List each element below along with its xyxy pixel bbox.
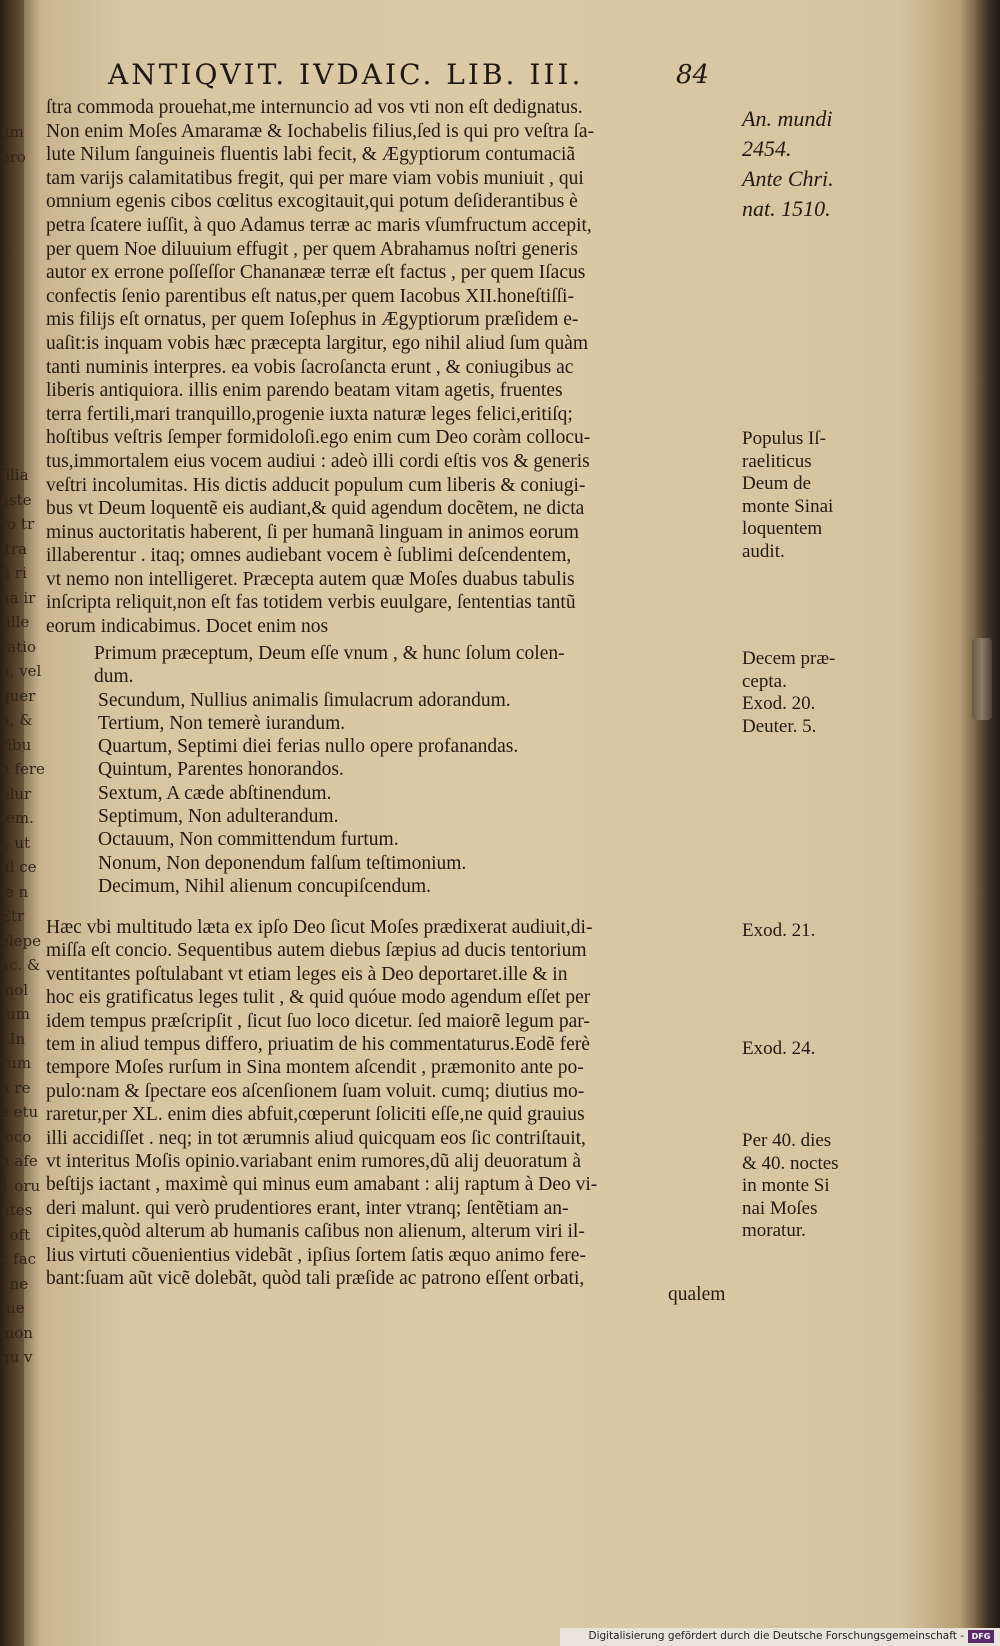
left-fragment-line: n afe	[0, 1152, 38, 1170]
text-line: hoſtibus veſtris ſemper formidoloſi.ego enim cum Deo coràm collocu-	[46, 427, 591, 449]
left-fragment-line	[0, 243, 26, 268]
margin-note-line: raeliticus	[742, 450, 812, 472]
margin-date-line: 2454.	[742, 136, 792, 161]
left-fragment-line	[0, 365, 26, 390]
text-line: illaberentur . itaq; omnes audiebant vocem è ſublimi deſcendentem,	[46, 545, 572, 567]
precept-line: Nonum, Non deponendum falſum teſtimonium.	[98, 852, 467, 874]
text-line: inſcripta reliquit,non eſt fas totidem verbis euulgare, ſententias tantũ	[46, 592, 576, 614]
catchword: qualem	[668, 1284, 726, 1305]
left-fragment-line: , ne	[0, 1274, 29, 1293]
left-fragment-line: pro	[0, 147, 26, 166]
text-line: beſtijs iactant , maximè qui minus eum amabant : alij raptum à Deo vi-	[46, 1174, 598, 1196]
margin-note-line: Deuter. 5.	[742, 715, 817, 737]
text-line: ventitantes poſtulabant vt etiam leges eis à Deo deportaret.ille & in	[46, 963, 568, 985]
margin-note-per40	[742, 1130, 872, 1243]
left-fragment-line: plur	[0, 784, 32, 803]
text-line: illi accidiſſet . neq; in tot ærumnis aliud quicquam eos ſic contriſtauit,	[46, 1127, 586, 1149]
margin-note-populus	[742, 428, 872, 563]
left-fragment-line: mon	[0, 1323, 33, 1342]
precept-line: Octauum, Non committendum furtum.	[98, 829, 399, 851]
left-fragment-line: rum	[0, 1054, 32, 1072]
text-line: petra ſcatere iuſſit, à quo Adamus terræ ac maris vſumfructum accepit,	[46, 214, 592, 236]
margin-note-line: cepta.	[742, 670, 787, 692]
left-fragment-line	[0, 267, 26, 292]
margin-note-line: Exod. 20.	[742, 693, 816, 714]
margin-note-line: loquentem	[742, 518, 823, 539]
text-line: autor ex errone poſſeſſor Chananææ terræ eſt factus , per quem Iſacus	[46, 262, 586, 284]
left-fragment-line: e etu	[0, 1103, 39, 1121]
precept-line: Quintum, Parentes honorandos.	[98, 759, 344, 781]
margin-note-line: moratur.	[742, 1220, 806, 1241]
text-line: bus vt Deum loquentẽ eis audiant,& quid agendum docẽtem, ne dicta	[46, 498, 585, 520]
text-line: per quem Noe diluuium effugit , per quem Abrahamus noſtri generis	[46, 238, 578, 260]
text-line: raretur,per XL. enim dies abfuit,cœperunt ſoliciti eſſe,ne quid grauius	[46, 1104, 585, 1126]
left-fragment-line: gu v	[0, 1348, 33, 1366]
digitization-credit: Digitalisierung gefördert durch die Deutsche Forschungsgemeinschaft -	[588, 1630, 964, 1642]
margin-note-line: Populus Iſ-	[742, 428, 826, 449]
bookmark-tab	[972, 638, 992, 720]
left-fragment-line	[0, 218, 26, 243]
left-fragment-line: n, vel	[0, 662, 42, 680]
left-fragment-line: n fere	[0, 760, 45, 778]
precept-line: Sextum, A cæde abſtinendum.	[98, 782, 332, 804]
left-fragment-line: tue	[0, 1299, 25, 1317]
margin-note-line: Per 40. dies	[742, 1130, 832, 1151]
left-page-text-fragments	[0, 120, 45, 1370]
margin-date-note	[742, 104, 872, 224]
left-fragment-line: ro tr	[0, 515, 35, 533]
text-line: vt interitus Moſis opinio.variabant enim rumores,dũ alij deuoratum à	[46, 1151, 582, 1173]
left-fragment-line: ratio	[0, 637, 36, 656]
left-fragment-line: , oft	[0, 1225, 31, 1244]
text-line: lute Nilum ſanguineis fluentis labi fecit, & Ægyptiorum contumaciã	[46, 144, 576, 166]
left-fragment-line	[0, 292, 26, 317]
text-line: deri malunt. qui verò prudentiores erant, inter vtranq; ſentẽtiam an-	[46, 1197, 569, 1219]
text-line: pulo:nam & ſpectare eos aſcenſionem ſuam voluit. cumq; diutius mo-	[46, 1080, 585, 1102]
left-fragment-line: 1 oru	[0, 1176, 41, 1195]
left-fragment-line	[0, 414, 26, 439]
left-fragment-line: loco	[0, 1127, 32, 1146]
margin-note-line: & 40. noctes	[742, 1152, 839, 1174]
left-fragment-line	[0, 390, 26, 415]
left-fragment-line: ribu	[0, 735, 32, 754]
page-number: 84	[676, 60, 710, 90]
right-page-edge	[972, 0, 1000, 1646]
left-fragment-line	[0, 341, 26, 366]
margin-note-line: in monte Si	[742, 1175, 830, 1196]
text-line: cipites,quòd alterum ab humanis caſibus non alienum, alterum viri il-	[46, 1221, 585, 1243]
left-fragment-line: mol	[0, 980, 29, 999]
text-line: omnium egenis cibos cœlitus excogitauit,qui potum deſiderantibus è	[46, 191, 578, 213]
text-line: lius virtuti cõuenientius videbãt , ipſius ſortem ſatis æquo animo fere-	[46, 1244, 586, 1266]
margin-note-line: audit.	[742, 540, 785, 562]
left-fragment-line: filia	[0, 466, 29, 484]
left-fragment-line: n, &	[0, 711, 33, 729]
precept-line: dum.	[94, 666, 134, 688]
left-fragment-line: ac. &	[0, 956, 41, 974]
text-line: tem in aliud tempus differo, priuatim de his commentaturus.Eodẽ ferè	[46, 1034, 590, 1056]
text-line: vt nemo non intelligeret. Præcepta autem quæ Moſes duabus tabulis	[46, 568, 575, 590]
text-line: ſtra commoda prouehat,me internuncio ad vos vti non eſt dedignatus.	[46, 97, 583, 118]
dfg-logo: DFG	[968, 1630, 994, 1643]
left-fragment-line: tum	[0, 1005, 30, 1023]
text-line: Hæc vbi multitudo læta ex ipſo Deo ſicut Moſes prædixerat audiuit,di-	[46, 917, 593, 938]
margin-date-line: An. mundi	[742, 106, 833, 131]
precept-line: Primum præceptum, Deum eſſe vnum , & hunc ſolum colen-	[94, 643, 565, 664]
left-fragment-line: fi ri	[0, 564, 27, 582]
text-line: liberis antiquiora. illis enim parendo beatam vitam agetis, fruentes	[46, 380, 563, 402]
left-fragment-line	[0, 194, 26, 219]
text-line: eorum indicabimus. Docet enim nos	[46, 616, 329, 638]
left-fragment-line: ul ce	[0, 858, 37, 876]
left-fragment-line: um	[0, 123, 24, 141]
left-fragment-line: elepe	[0, 931, 42, 950]
margin-note-line: nai Moſes	[742, 1197, 818, 1219]
precept-line: Secundum, Nullius animalis ſimulacrum adorandum.	[98, 689, 511, 711]
text-line: tempore Moſes rurſum in Sina montem aſcendit , præmonito ante po-	[46, 1057, 584, 1079]
text-line: minus auctoritatis haberent, ſi per humanã linguam in animos eorum	[46, 521, 579, 543]
main-text-block-2	[46, 916, 736, 1291]
left-fragment-line: Etr	[0, 907, 25, 925]
margin-date-line: nat. 1510.	[742, 196, 831, 221]
main-text-block-1	[46, 96, 736, 639]
left-fragment-line: c fac	[0, 1250, 37, 1268]
left-fragment-line: i, ut	[0, 833, 31, 852]
left-fragment-line: n re	[0, 1078, 31, 1097]
left-fragment-line: ltra	[0, 539, 27, 558]
margin-note-line: Decem præ-	[742, 648, 836, 669]
precept-line: Septimum, Non adulterandum.	[98, 806, 339, 828]
ten-commandments-list	[46, 642, 736, 898]
text-line: mis filijs eſt ornatus, per quem Ioſephus in Ægyptiorum præſidem e-	[46, 309, 579, 331]
left-fragment-line: . In	[0, 1029, 26, 1048]
left-fragment-line: quer	[0, 686, 36, 705]
left-fragment-line: ua ir	[0, 588, 36, 607]
precept-line: Quartum, Septimi diei ferias nullo opere profanandas.	[98, 736, 519, 758]
running-title: ANTIQVIT. IVDAIC. LIB. III.	[108, 58, 584, 91]
text-line: idem tempus præſcripſit , ſicut ſuo loco dicetur. ſed maiorẽ legum par-	[46, 1010, 590, 1032]
margin-note-line: monte Sinai	[742, 495, 834, 517]
text-line: bant:ſuam aũt vicẽ dolebãt, quòd tali præſide ac patrono eſſent orbati,	[46, 1268, 585, 1290]
left-fragment-line	[0, 439, 26, 464]
margin-note-exod24: Exod. 24.	[742, 1038, 816, 1059]
margin-note-line: Deum de	[742, 473, 812, 494]
left-fragment-line	[0, 316, 26, 341]
precept-line: Tertium, Non temerè iurandum.	[98, 712, 346, 734]
precept-line: Decimum, Nihil alienum concupiſcendum.	[98, 875, 432, 897]
margin-note-exod21: Exod. 21.	[742, 920, 816, 941]
text-line: Non enim Moſes Amaramæ & Iochabelis filius,ſed is qui pro veſtra ſa-	[46, 120, 595, 142]
margin-note-decem-praecepta	[742, 648, 872, 738]
text-line: hoc eis gratificatus leges tulit , & quid quóue modo agendum eſſet per	[46, 987, 591, 1009]
text-line: uaſit:is inquam vobis hæc præcepta largitur, ego nihil aliud ſum quàm	[46, 332, 589, 354]
left-fragment-line: aste	[0, 490, 32, 509]
left-fragment-line: ie n	[0, 882, 29, 901]
text-line: miſſa eſt concio. Sequentibus autem diebus ſæpius ad ducis tentorium	[46, 940, 587, 962]
text-line: tam varijs calamitatibus fregit, qui per mare viam vobis muniuit , qui	[46, 167, 584, 189]
text-line: tanti numinis interpres. ea vobis ſacroſancta erunt , & coniugibus ac	[46, 356, 574, 378]
left-fragment-line: ntes	[0, 1201, 33, 1219]
left-fragment-line: tille	[0, 613, 30, 631]
left-fragment-line	[0, 169, 26, 194]
text-line: confectis ſenio parentibus eſt natus,per quem Iacobus XII.honeſtiſſi-	[46, 285, 574, 307]
margin-date-line: Ante Chri.	[742, 166, 834, 191]
text-line: tus,immortalem eius vocem audiui : adeò illi cordi eſtis vos & generis	[46, 450, 590, 472]
text-line: veſtri incolumitas. His dictis adducit populum cum liberis & coniugi-	[46, 474, 586, 496]
text-line: terra fertili,mari tranquillo,progenie iuxta naturæ leges felici,eritiſq;	[46, 403, 573, 425]
left-fragment-line: tem.	[0, 809, 34, 827]
